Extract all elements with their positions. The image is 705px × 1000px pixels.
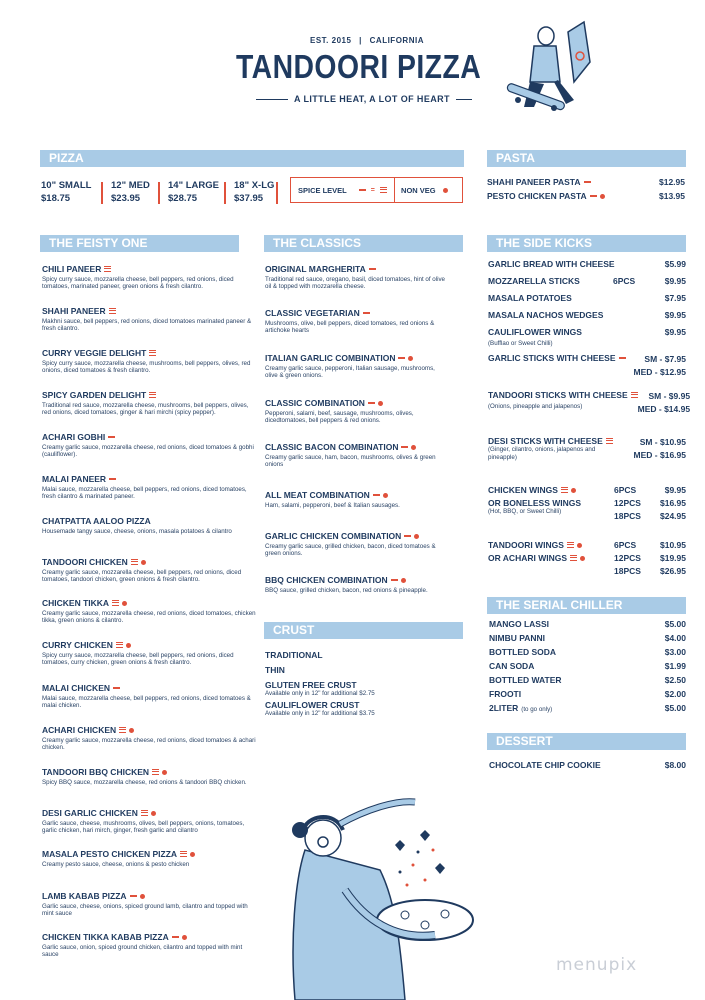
non-veg-icon: [401, 578, 406, 583]
state-text: CALIFORNIA: [369, 36, 424, 45]
item-name: MALAI PANEER: [42, 474, 107, 484]
item-name: SPICY GARDEN DELIGHT: [42, 390, 147, 400]
non-veg-label: NON VEG: [401, 185, 436, 195]
drink-name: BOTTLED WATER: [489, 675, 562, 685]
non-veg-icon: [411, 445, 416, 450]
side-price: $9.95: [664, 310, 686, 320]
drink-price: $3.00: [664, 647, 686, 657]
side-price: $9.95: [664, 327, 686, 337]
dessert-header: DESSERT: [487, 733, 686, 750]
drink-name: NIMBU PANNI: [489, 633, 546, 643]
pizza-size-price: $28.75: [168, 193, 198, 204]
tier-price: $16.95: [660, 498, 686, 508]
tier-row: [614, 498, 686, 511]
mild-icon: [368, 402, 375, 404]
non-veg-icon: [190, 852, 195, 857]
pasta-item: [487, 177, 685, 191]
item-desc: Traditional red sauce, mozzarella cheese, mushrooms, bell peppers, olives, red onions, diced tomatoes, ginger & hari mirchi (spicy pepper).: [42, 402, 249, 417]
watermark: menupix: [556, 955, 638, 975]
mild-icon: [172, 936, 179, 938]
size-divider: [101, 182, 103, 204]
side-sub: (Bufflao or Sweet Chilli): [488, 340, 553, 347]
side-sub: (Hot, BBQ, or Sweet Chilli): [488, 508, 562, 515]
tier-row: [614, 566, 686, 579]
brand-logo: TANDOORI PIZZA: [236, 48, 482, 85]
item-desc: Creamy garlic sauce, mozzarella cheese, red onions, diced tomatoes & achari chicken.: [42, 737, 256, 752]
non-veg-icon: [571, 488, 576, 493]
non-veg-icon: [378, 401, 383, 406]
drink-item: [489, 633, 686, 647]
menu-item: [42, 725, 257, 752]
menu-item: [42, 264, 257, 291]
item-desc: Spicy curry sauce, mozzarella cheese, bell peppers, red onions, diced tomatoes, marinated paneer, green onions & fresh cilantro.: [42, 276, 234, 291]
pasta-price: $12.95: [659, 177, 685, 187]
mild-icon: [359, 189, 366, 191]
side-sub: (Onions, pineapple and jalapenos): [488, 403, 583, 410]
hot-icon: [119, 727, 126, 733]
feisty-header: THE FEISTY ONE: [40, 235, 239, 252]
item-desc: Garlic sauce, cheese, mushrooms, olives, bell peppers, onions, tomatoes, garlic chicken, hari mirch, ginger, fresh garlic and cilantro: [42, 820, 245, 835]
drink-item: [489, 661, 686, 675]
pasta-name: SHAHI PANEER PASTA: [487, 177, 581, 187]
menu-item: [265, 575, 445, 594]
non-veg-icon: [141, 560, 146, 565]
item-name: LAMB KABAB PIZZA: [42, 891, 127, 901]
menu-item: [265, 531, 445, 558]
hot-icon: [131, 559, 138, 565]
side-price-sm: SM - $9.95: [648, 391, 691, 401]
item-name: CURRY CHICKEN: [42, 640, 113, 650]
drink-note: (to go only): [521, 706, 553, 713]
tier-row: [614, 553, 686, 566]
pizza-size-label: 14" LARGE: [168, 180, 219, 191]
item-desc: Creamy garlic sauce, grilled chicken, bacon, diced tomatoes & green onions.: [265, 543, 436, 558]
menu-item: [42, 849, 257, 868]
menu-item: [265, 398, 445, 425]
spice-level-label: SPICE LEVEL: [298, 185, 347, 195]
item-desc: Malai sauce, mozzarella cheese, bell peppers, red onions, diced tomatoes & malai chicken.: [42, 695, 251, 710]
drink-name: FROOTI: [489, 689, 522, 699]
item-name: MASALA PESTO CHICKEN PIZZA: [42, 849, 178, 859]
item-name: CLASSIC COMBINATION: [265, 398, 365, 408]
est-text: EST. 2015: [310, 36, 352, 45]
est-line: EST. 2015 | CALIFORNIA: [310, 36, 424, 45]
non-veg-icon: [182, 935, 187, 940]
tagline: A LITTLE HEAT, A LOT OF HEART: [288, 94, 456, 104]
drink-price: $5.00: [664, 703, 686, 713]
menu-item: [265, 264, 445, 291]
item-name: CHICKEN TIKKA: [42, 598, 110, 608]
medium-icon: =: [370, 186, 375, 194]
crust-item: [265, 680, 465, 698]
side-price-sm: SM - $10.95: [639, 437, 686, 447]
non-veg-icon: [408, 356, 413, 361]
side-price: $7.95: [664, 293, 686, 303]
drink-item: [489, 675, 686, 689]
non-veg-icon: [443, 188, 448, 193]
tier-price: $19.95: [660, 553, 686, 563]
hot-icon: [149, 350, 156, 356]
tier-price: $24.95: [660, 511, 686, 521]
crust-name: CAULIFLOWER CRUST: [265, 699, 360, 710]
drink-item: [489, 619, 686, 633]
side-name: MASALA POTATOES: [488, 293, 572, 303]
side-price-med: MED - $12.95: [633, 367, 686, 377]
menu-item: [265, 308, 445, 335]
pasta-header: PASTA: [487, 150, 686, 167]
side-price-med: MED - $16.95: [633, 450, 686, 460]
item-name: BBQ CHICKEN COMBINATION: [265, 575, 388, 585]
item-name: ALL MEAT COMBINATION: [265, 490, 370, 500]
tandoori-wings-tiers: [614, 540, 686, 579]
menu-item: [42, 306, 257, 333]
dessert-price: $8.00: [664, 760, 686, 770]
item-desc: Pepperoni, salami, beef, sausage, mushrooms, olives, dicedtomatoes, bell peppers & red onions.: [265, 410, 414, 425]
side-name: CHICKEN WINGS: [488, 485, 558, 495]
crust-item: [265, 650, 465, 660]
pizza-size: [41, 179, 91, 205]
pizza-size-label: 10" SMALL: [41, 180, 92, 191]
chiller-header: THE SERIAL CHILLER: [487, 597, 686, 614]
mild-icon: [369, 268, 376, 270]
side-name: OR ACHARI WINGS: [488, 553, 568, 563]
drink-name: BOTTLED SODA: [489, 647, 557, 657]
tandoori-wings-block: [488, 540, 686, 584]
tier-qty: 12PCS: [614, 498, 641, 508]
tier-qty: 18PCS: [614, 511, 641, 521]
non-veg-icon: [162, 770, 167, 775]
pasta-item: [487, 191, 685, 205]
hot-icon: [561, 487, 568, 493]
mild-icon: [398, 357, 405, 359]
item-name: MALAI CHICKEN: [42, 683, 110, 693]
tier-price: $10.95: [660, 540, 686, 550]
non-veg-icon: [414, 534, 419, 539]
pizza-header: PIZZA: [40, 150, 464, 167]
dessert-item: [489, 760, 686, 770]
menu-item: [42, 932, 257, 959]
drink-name: CAN SODA: [489, 661, 535, 671]
drink-price: $2.00: [664, 689, 686, 699]
crust-list: [265, 650, 465, 719]
item-desc: Creamy garlic sauce, ham, bacon, mushrooms, olives & green onions: [265, 454, 436, 469]
wings-tiers: [614, 485, 686, 524]
item-name: DESI GARLIC CHICKEN: [42, 808, 138, 818]
crust-item: [265, 700, 465, 718]
non-veg-icon: [600, 194, 605, 199]
mild-icon: [590, 195, 597, 197]
hot-icon: [141, 810, 148, 816]
non-veg-icon: [580, 556, 585, 561]
side-item: [488, 353, 686, 390]
menu-item: [42, 557, 257, 584]
dessert-name: CHOCOLATE CHIP COOKIE: [489, 760, 601, 770]
drink-name: 2LITER: [489, 703, 519, 713]
tier-row: [614, 485, 686, 498]
item-desc: Spicy curry sauce, mozzarella cheese, mushrooms, bell peppers, olives, red onions, diced tomatoes & fresh cilantro.: [42, 360, 251, 375]
chiller-list: [489, 619, 686, 717]
crust-name: THIN: [265, 665, 285, 675]
menu-item: [42, 598, 257, 625]
item-desc: Garlic sauce, onion, spiced ground chicken, cilantro and topped with mint sauce: [42, 944, 243, 959]
menu-item: [42, 432, 257, 459]
non-veg-icon: [577, 543, 582, 548]
menu-item: [42, 808, 257, 835]
menu-item: [265, 490, 445, 509]
menu-item: [265, 353, 445, 380]
drink-price: $2.50: [664, 675, 686, 685]
side-name: MASALA NACHOS WEDGES: [488, 310, 604, 320]
size-divider: [276, 182, 278, 204]
side-name: MOZZARELLA STICKS: [488, 276, 580, 286]
legend-divider: [394, 177, 395, 203]
side-item: [488, 293, 686, 310]
tier-price: $26.95: [660, 566, 686, 576]
side-price: $5.99: [664, 259, 686, 269]
hot-icon: [116, 642, 123, 648]
item-name: ACHARI GOBHI: [42, 432, 106, 442]
item-name: CHILI PANEER: [42, 264, 102, 274]
item-name: CURRY VEGGIE DELIGHT: [42, 348, 147, 358]
mild-icon: [363, 312, 370, 314]
side-price: $9.95: [664, 276, 686, 286]
side-name: GARLIC BREAD WITH CHEESE: [488, 259, 615, 269]
menu-item: [42, 516, 257, 535]
drink-price: $1.99: [664, 661, 686, 671]
spice-legend: [290, 177, 463, 203]
side-item: [488, 259, 686, 276]
non-veg-icon: [383, 493, 388, 498]
pizza-size: [234, 179, 274, 205]
menu-item: [42, 640, 257, 667]
item-desc: Ham, salami, pepperoni, beef & Italian sausages.: [265, 502, 400, 509]
side-name: TANDOORI STICKS WITH CHEESE: [488, 390, 628, 400]
crust-item: [265, 665, 465, 675]
pizza-size: [168, 179, 219, 205]
item-desc: Spicy BBQ sauce, mozzarella cheese, red onions & tandoori BBQ chicken.: [42, 779, 247, 786]
crust-name: TRADITIONAL: [265, 650, 323, 660]
item-name: GARLIC CHICKEN COMBINATION: [265, 531, 402, 541]
crust-name: GLUTEN FREE CRUST: [265, 680, 357, 690]
pizza-size-price: $23.95: [111, 193, 141, 204]
non-veg-icon: [122, 601, 127, 606]
mild-icon: [373, 494, 380, 496]
hot-icon: [112, 600, 119, 606]
non-veg-icon: [126, 643, 131, 648]
item-desc: Malai sauce, mozzarella cheese, bell peppers, red onions, diced tomatoes, fresh cilantro & marinated paneer.: [42, 486, 247, 501]
side-item: [488, 436, 686, 485]
mild-icon: [109, 478, 116, 480]
item-desc: BBQ sauce, grilled chicken, bacon, red onions & pineapple.: [265, 587, 428, 594]
item-desc: Creamy pesto sauce, cheese, onions & pesto chicken: [42, 861, 190, 868]
crust-note: Available only in 12" for additional $3.75: [265, 709, 375, 717]
side-name: GARLIC STICKS WITH CHEESE: [488, 353, 616, 363]
item-name: CLASSIC VEGETARIAN: [265, 308, 360, 318]
hot-icon: [380, 187, 387, 193]
hot-icon: [104, 266, 111, 272]
tier-price: $9.95: [664, 485, 686, 495]
side-name: TANDOORI WINGS: [488, 540, 564, 550]
item-name: CHICKEN TIKKA KABAB PIZZA: [42, 932, 169, 942]
item-name: ORIGINAL MARGHERITA: [265, 264, 366, 274]
chef-illustration: [494, 12, 594, 122]
wings-block: [488, 485, 686, 540]
item-desc: Traditional red sauce, oregano, basil, diced tomatoes, hint of olive oil & topped with mozzarella cheese.: [265, 276, 445, 291]
menu-item: [42, 348, 257, 375]
item-desc: Housemade tangy sauce, cheese, onions, masala potatoes & cilantro: [42, 528, 232, 535]
menu-item: [265, 442, 445, 469]
mild-icon: [401, 446, 408, 448]
hot-icon: [180, 851, 187, 857]
size-divider: [158, 182, 160, 204]
item-desc: Garlic sauce, cheese, onions, spiced ground lamb, cilantro and topped with mint sauce: [42, 903, 248, 918]
non-veg-icon: [129, 728, 134, 733]
item-name: ACHARI CHICKEN: [42, 725, 117, 735]
menu-item: [42, 474, 257, 501]
pizza-size-price: $37.95: [234, 193, 264, 204]
tier-qty: 6PCS: [614, 540, 637, 550]
side-item: [488, 310, 686, 327]
item-desc: Creamy garlic sauce, mozzarella cheese, red onions, diced tomatoes & gobhi (cauliflower).: [42, 444, 254, 459]
item-desc: Creamy garlic sauce, mozzarella cheese, bell peppers, red onions, diced tomatoes, tandoori chicken, green onions & fresh cilantro.: [42, 569, 242, 584]
mild-icon: [391, 579, 398, 581]
crust-note: Available only in 12" for additional $2.75: [265, 690, 375, 697]
mild-icon: [404, 535, 411, 537]
menu-item: [42, 767, 257, 786]
hot-icon: [109, 308, 116, 314]
item-name: TANDOORI BBQ CHICKEN: [42, 767, 150, 777]
sidekicks-list: [488, 259, 691, 584]
hot-icon: [567, 542, 574, 548]
item-desc: Mushrooms, olive, bell peppers, diced tomatoes, red onions & artichoke hearts: [265, 320, 435, 335]
side-price-sm: SM - $7.95: [644, 354, 686, 364]
side-price-med: MED - $14.95: [637, 404, 691, 414]
non-veg-icon: [140, 894, 145, 899]
mild-icon: [108, 436, 115, 438]
hot-icon: [570, 555, 577, 561]
menu-item: [42, 390, 257, 417]
drink-price: $4.00: [664, 633, 686, 643]
side-item: [488, 276, 686, 293]
mild-icon: [584, 181, 591, 183]
side-name: CAULIFLOWER WINGS: [488, 327, 582, 337]
tier-qty: 18PCS: [614, 566, 641, 576]
item-desc: Makhni sauce, bell peppers, red onions, diced tomatoes marinated paneer & fresh cilantro.: [42, 318, 252, 333]
sidekicks-header: THE SIDE KICKS: [487, 235, 686, 252]
item-desc: Creamy garlic sauce, pepperoni, Italian sausage, mushrooms, olive & green onions.: [265, 365, 435, 380]
hot-icon: [149, 392, 156, 398]
drink-item: [489, 703, 686, 717]
item-name: CLASSIC BACON COMBINATION: [265, 442, 399, 452]
item-name: TANDOORI CHICKEN: [42, 557, 128, 567]
drink-item: [489, 647, 686, 661]
pizza-size-label: 12" MED: [111, 180, 150, 191]
pasta-price: $13.95: [659, 191, 685, 201]
side-sub: (Ginger, cilantro, onions, jalapenos and pineapple): [488, 446, 596, 461]
side-item: [488, 390, 691, 436]
item-desc: Creamy garlic sauce, mozzarella cheese, red onions, diced tomatoes, chicken tikka, green onions & cilantro.: [42, 610, 256, 625]
pasta-list: [487, 177, 685, 205]
dessert-list: [489, 760, 686, 770]
tier-row: [614, 511, 686, 524]
non-veg-icon: [151, 811, 156, 816]
pizza-size: [111, 179, 150, 205]
side-qty: 6PCS: [613, 276, 636, 286]
tier-qty: 6PCS: [614, 485, 637, 495]
pizza-chef-illustration: [285, 790, 500, 1000]
size-divider: [224, 182, 226, 204]
menu-item: [42, 891, 257, 918]
pizza-size-price: $18.75: [41, 193, 71, 204]
crust-header: CRUST: [264, 622, 463, 639]
hot-icon: [631, 392, 638, 398]
drink-name: MANGO LASSI: [489, 619, 549, 629]
mild-icon: [130, 895, 137, 897]
item-name: CHATPATTA AALOO PIZZA: [42, 516, 151, 526]
side-item: [488, 327, 686, 353]
mild-icon: [619, 357, 626, 359]
item-name: ITALIAN GARLIC COMBINATION: [265, 353, 396, 363]
classics-header: THE CLASSICS: [264, 235, 463, 252]
mild-icon: [113, 687, 120, 689]
side-name: OR BONELESS WINGS: [488, 498, 582, 508]
menu-item: [42, 683, 257, 710]
item-name: SHAHI PANEER: [42, 306, 106, 316]
item-desc: Spicy curry sauce, mozzarella cheese, bell peppers, red onions, diced tomatoes, curry chicken, green onions & fresh cilantro.: [42, 652, 234, 667]
hot-icon: [606, 438, 613, 444]
drink-price: $5.00: [664, 619, 686, 629]
pizza-size-label: 18" X-LG: [234, 180, 275, 191]
hot-icon: [152, 769, 159, 775]
side-name: DESI STICKS WITH CHEESE: [488, 436, 603, 446]
pasta-name: PESTO CHICKEN PASTA: [487, 191, 587, 201]
tier-qty: 12PCS: [614, 553, 641, 563]
tier-row: [614, 540, 686, 553]
drink-item: [489, 689, 686, 703]
